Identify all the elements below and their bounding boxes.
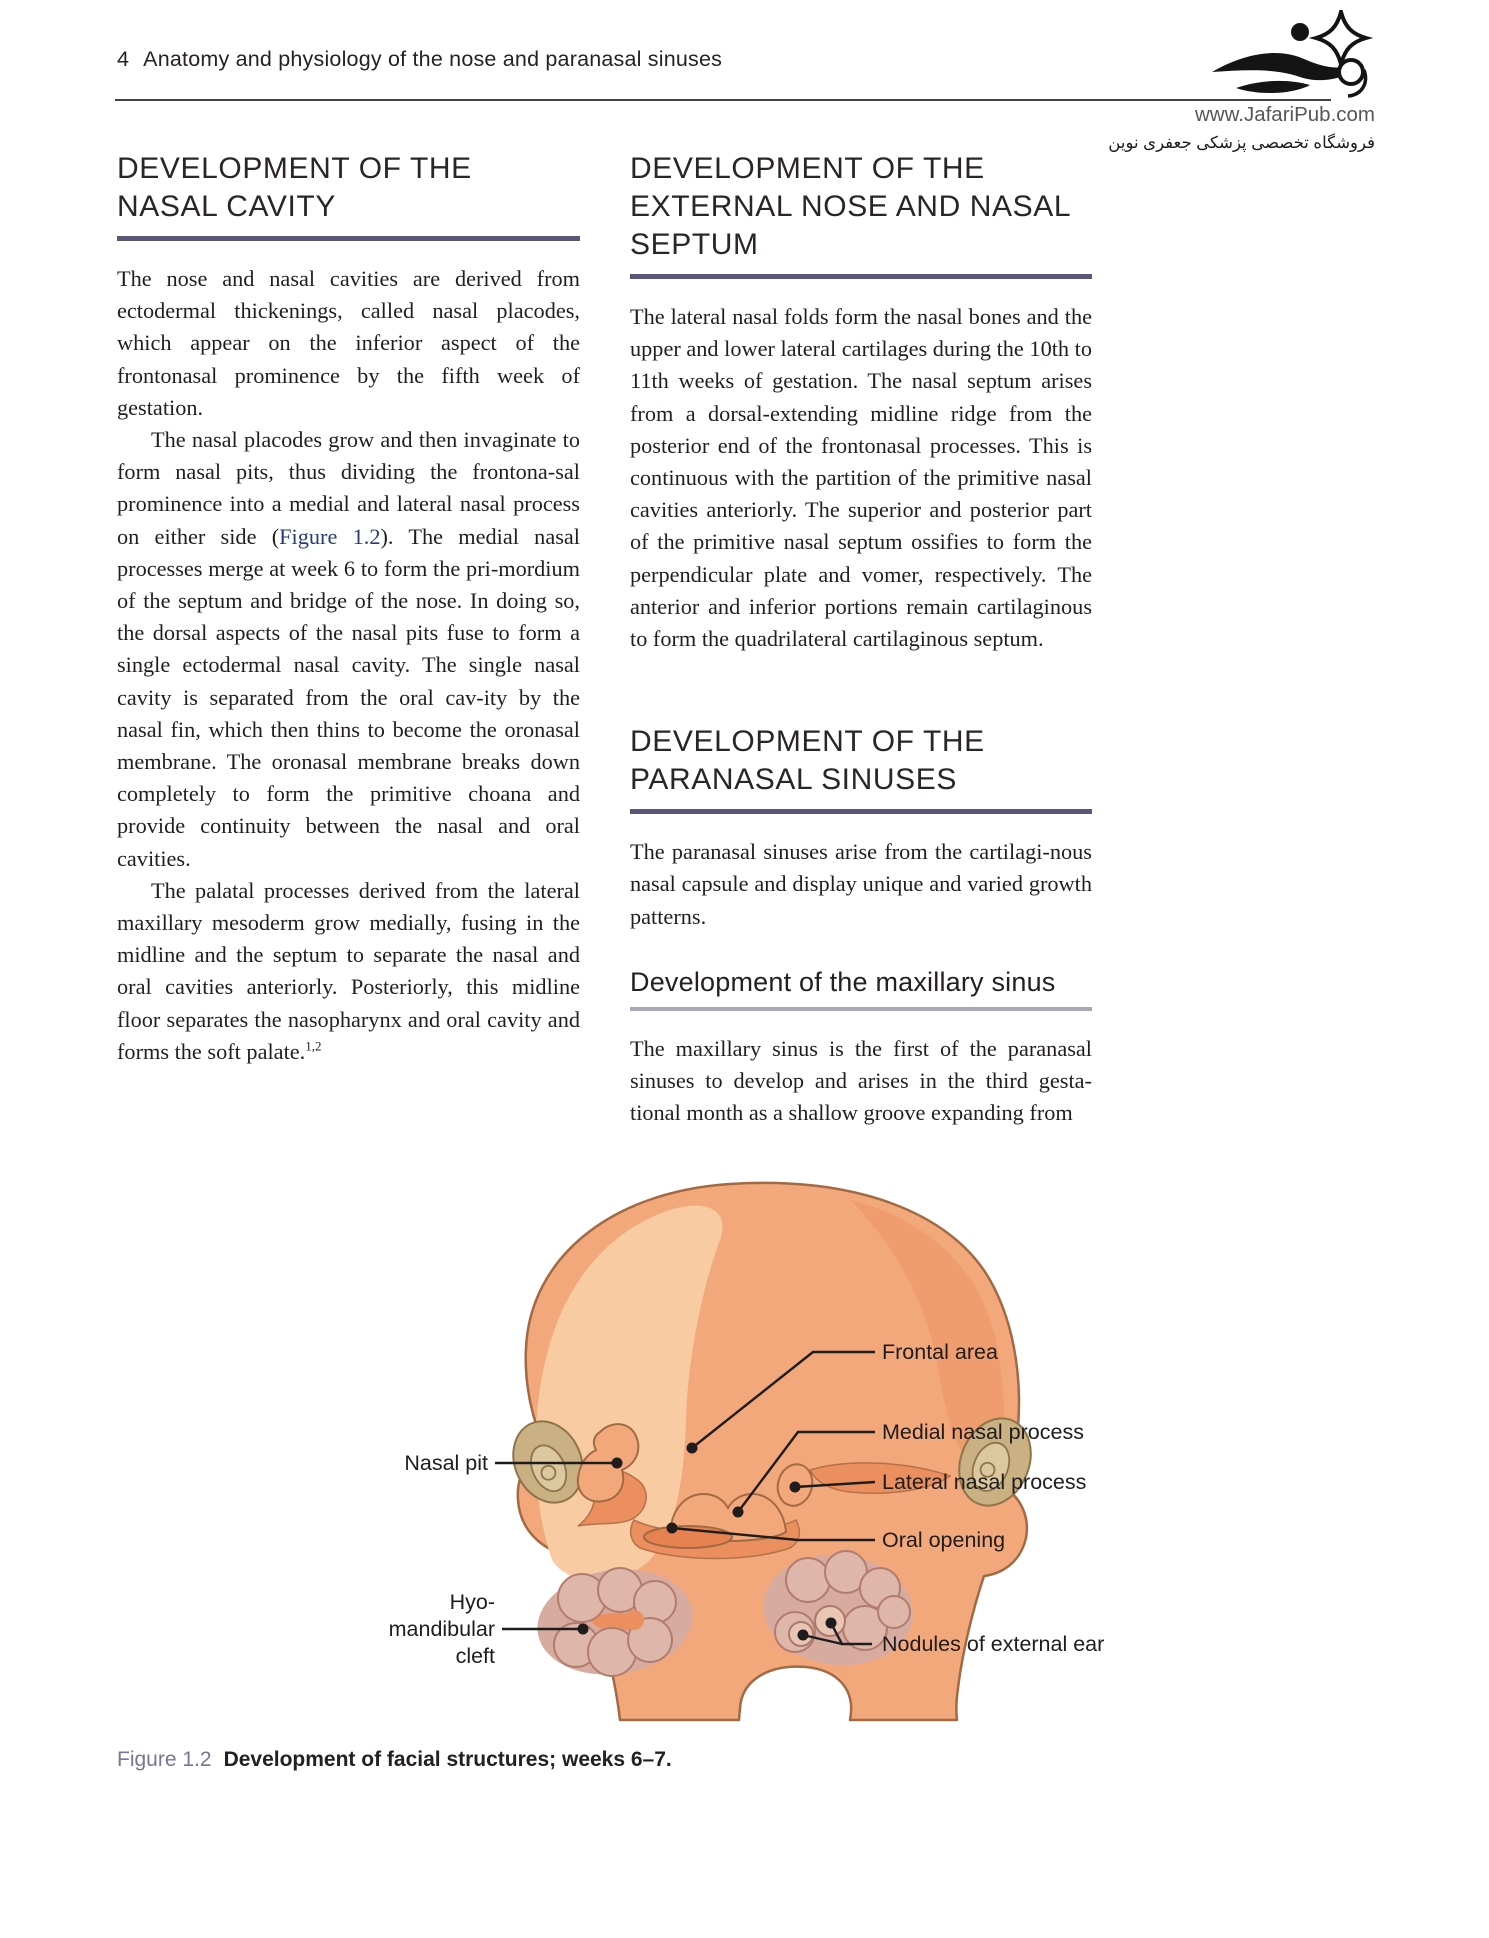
paragraph [117,424,580,875]
header-divider [115,99,1331,101]
paragraph-text: The nasal placodes grow and then invaginate to form nasal pits, thus dividing the frontona-sal prominence into a medial and lateral nasal process on either side ( [117,427,580,549]
paragraph: The paranasal sinuses arise from the cartilagi-nous nasal capsule and display unique and varied growth patterns. [630,839,1092,929]
paragraph: The nose and nasal cavities are derived from ectodermal thickenings, called nasal placodes, which appear on the inferior aspect of the frontonasal prominence by the fifth week of gestation. [117,266,580,420]
label-lateral-nasal-process: Lateral nasal process [882,1470,1087,1494]
running-header [117,47,722,72]
label-hyomandibular-line3: cleft [455,1644,495,1668]
logo-star [1316,12,1366,64]
paragraph: The lateral nasal folds form the nasal bones and the upper and lower lateral cartilages during the 10th to 11th weeks of gestation. The nasal septum arises from a dorsal-extending midline ridge from the posterior end of the frontonasal processes. This is continuous with the partition of the primitive nasal cavities anteriorly. The superior and posterior part of the primitive nasal septum ossifies to form the perpendicular plate and vomer, respectively. The anterior and inferior portions remain cartilaginous to form the quadrilateral cartilaginous septum. [630,304,1092,652]
paragraph-text: ). The medial nasal processes merge at week 6 to form the pri-mordium of the septum and bridge of the nose. In doing so, the dorsal aspects of the nasal pits fuse to form a single ectodermal nasal cavity. The single nasal cavity is separated from the oral cav-ity by the nasal fin, which then thins to become the oronasal membrane. The oronasal membrane breaks down completely to form the primitive choana and provide continuity between the nasal and oral cavities. [117,523,580,871]
label-nodules-of-external-ear: Nodules of external ear [882,1632,1105,1656]
section-heading-nasal-cavity: DEVELOPMENT OF THE NASAL CAVITY [117,152,472,223]
figure-caption-text: Development of facial structures; weeks 6–7. [223,1748,672,1771]
label-frontal-area: Frontal area [882,1340,998,1364]
chapter-number: 4 [117,47,130,71]
publisher-url: www.JafariPub.com [1194,103,1375,126]
label-nasal-pit: Nasal pit [404,1451,488,1475]
publisher-tagline-farsi: فروشگاه تخصصی پزشکی جعفری نوین [1108,134,1375,152]
logo-swoosh-2 [1236,81,1310,93]
section-rule [117,236,580,241]
figure-caption [117,1748,672,1772]
section-heading-paranasal-sinuses: DEVELOPMENT OF THE PARANASAL SINUSES [630,725,985,797]
label-hyomandibular-line1: Hyo- [449,1590,495,1614]
logo-dot [1291,23,1309,41]
embryo-face-figure [290,1140,1190,1740]
subsection-rule [630,1007,1092,1011]
right-column [630,142,1092,1129]
figure-1-2-illustration [290,1140,1190,1740]
logo-curl [1339,60,1363,84]
jafaripub-calligraphy-logo-icon [1208,10,1376,100]
logo-svg [1208,10,1376,100]
spacer [630,655,1092,715]
reference-superscript: 1,2 [305,1038,322,1054]
chapter-title: Anatomy and physiology of the nose and paranasal sinuses [143,47,723,71]
section-rule [630,809,1092,814]
paragraph: The maxillary sinus is the first of the paranasal sinuses to develop and arises in the third gesta-tional month as a shallow groove expanding from [630,1035,1092,1126]
label-oral-opening: Oral opening [882,1528,1006,1552]
section-heading-external-nose: DEVELOPMENT OF THE EXTERNAL NOSE AND NASAL SEPTUM [630,152,1071,261]
figure-reference-link[interactable]: Figure 1.2 [279,523,381,549]
left-column [117,142,580,1068]
section-rule [630,274,1092,279]
subsection-heading-maxillary-sinus: Development of the maxillary sinus [630,966,1056,997]
label-medial-nasal-process: Medial nasal process [882,1420,1084,1444]
paragraph-text: The palatal processes derived from the lateral maxillary mesoderm grow medially, fusing in the midline and the septum to separate the nasal and oral cavities anteriorly. Posteriorly, this midline floor separates the nasopharynx and oral cavity and forms the soft palate. [117,877,580,1064]
label-hyomandibular-line2: mandibular [388,1617,495,1641]
paragraph [117,875,580,1068]
figure-caption-number: Figure 1.2 [117,1748,212,1771]
